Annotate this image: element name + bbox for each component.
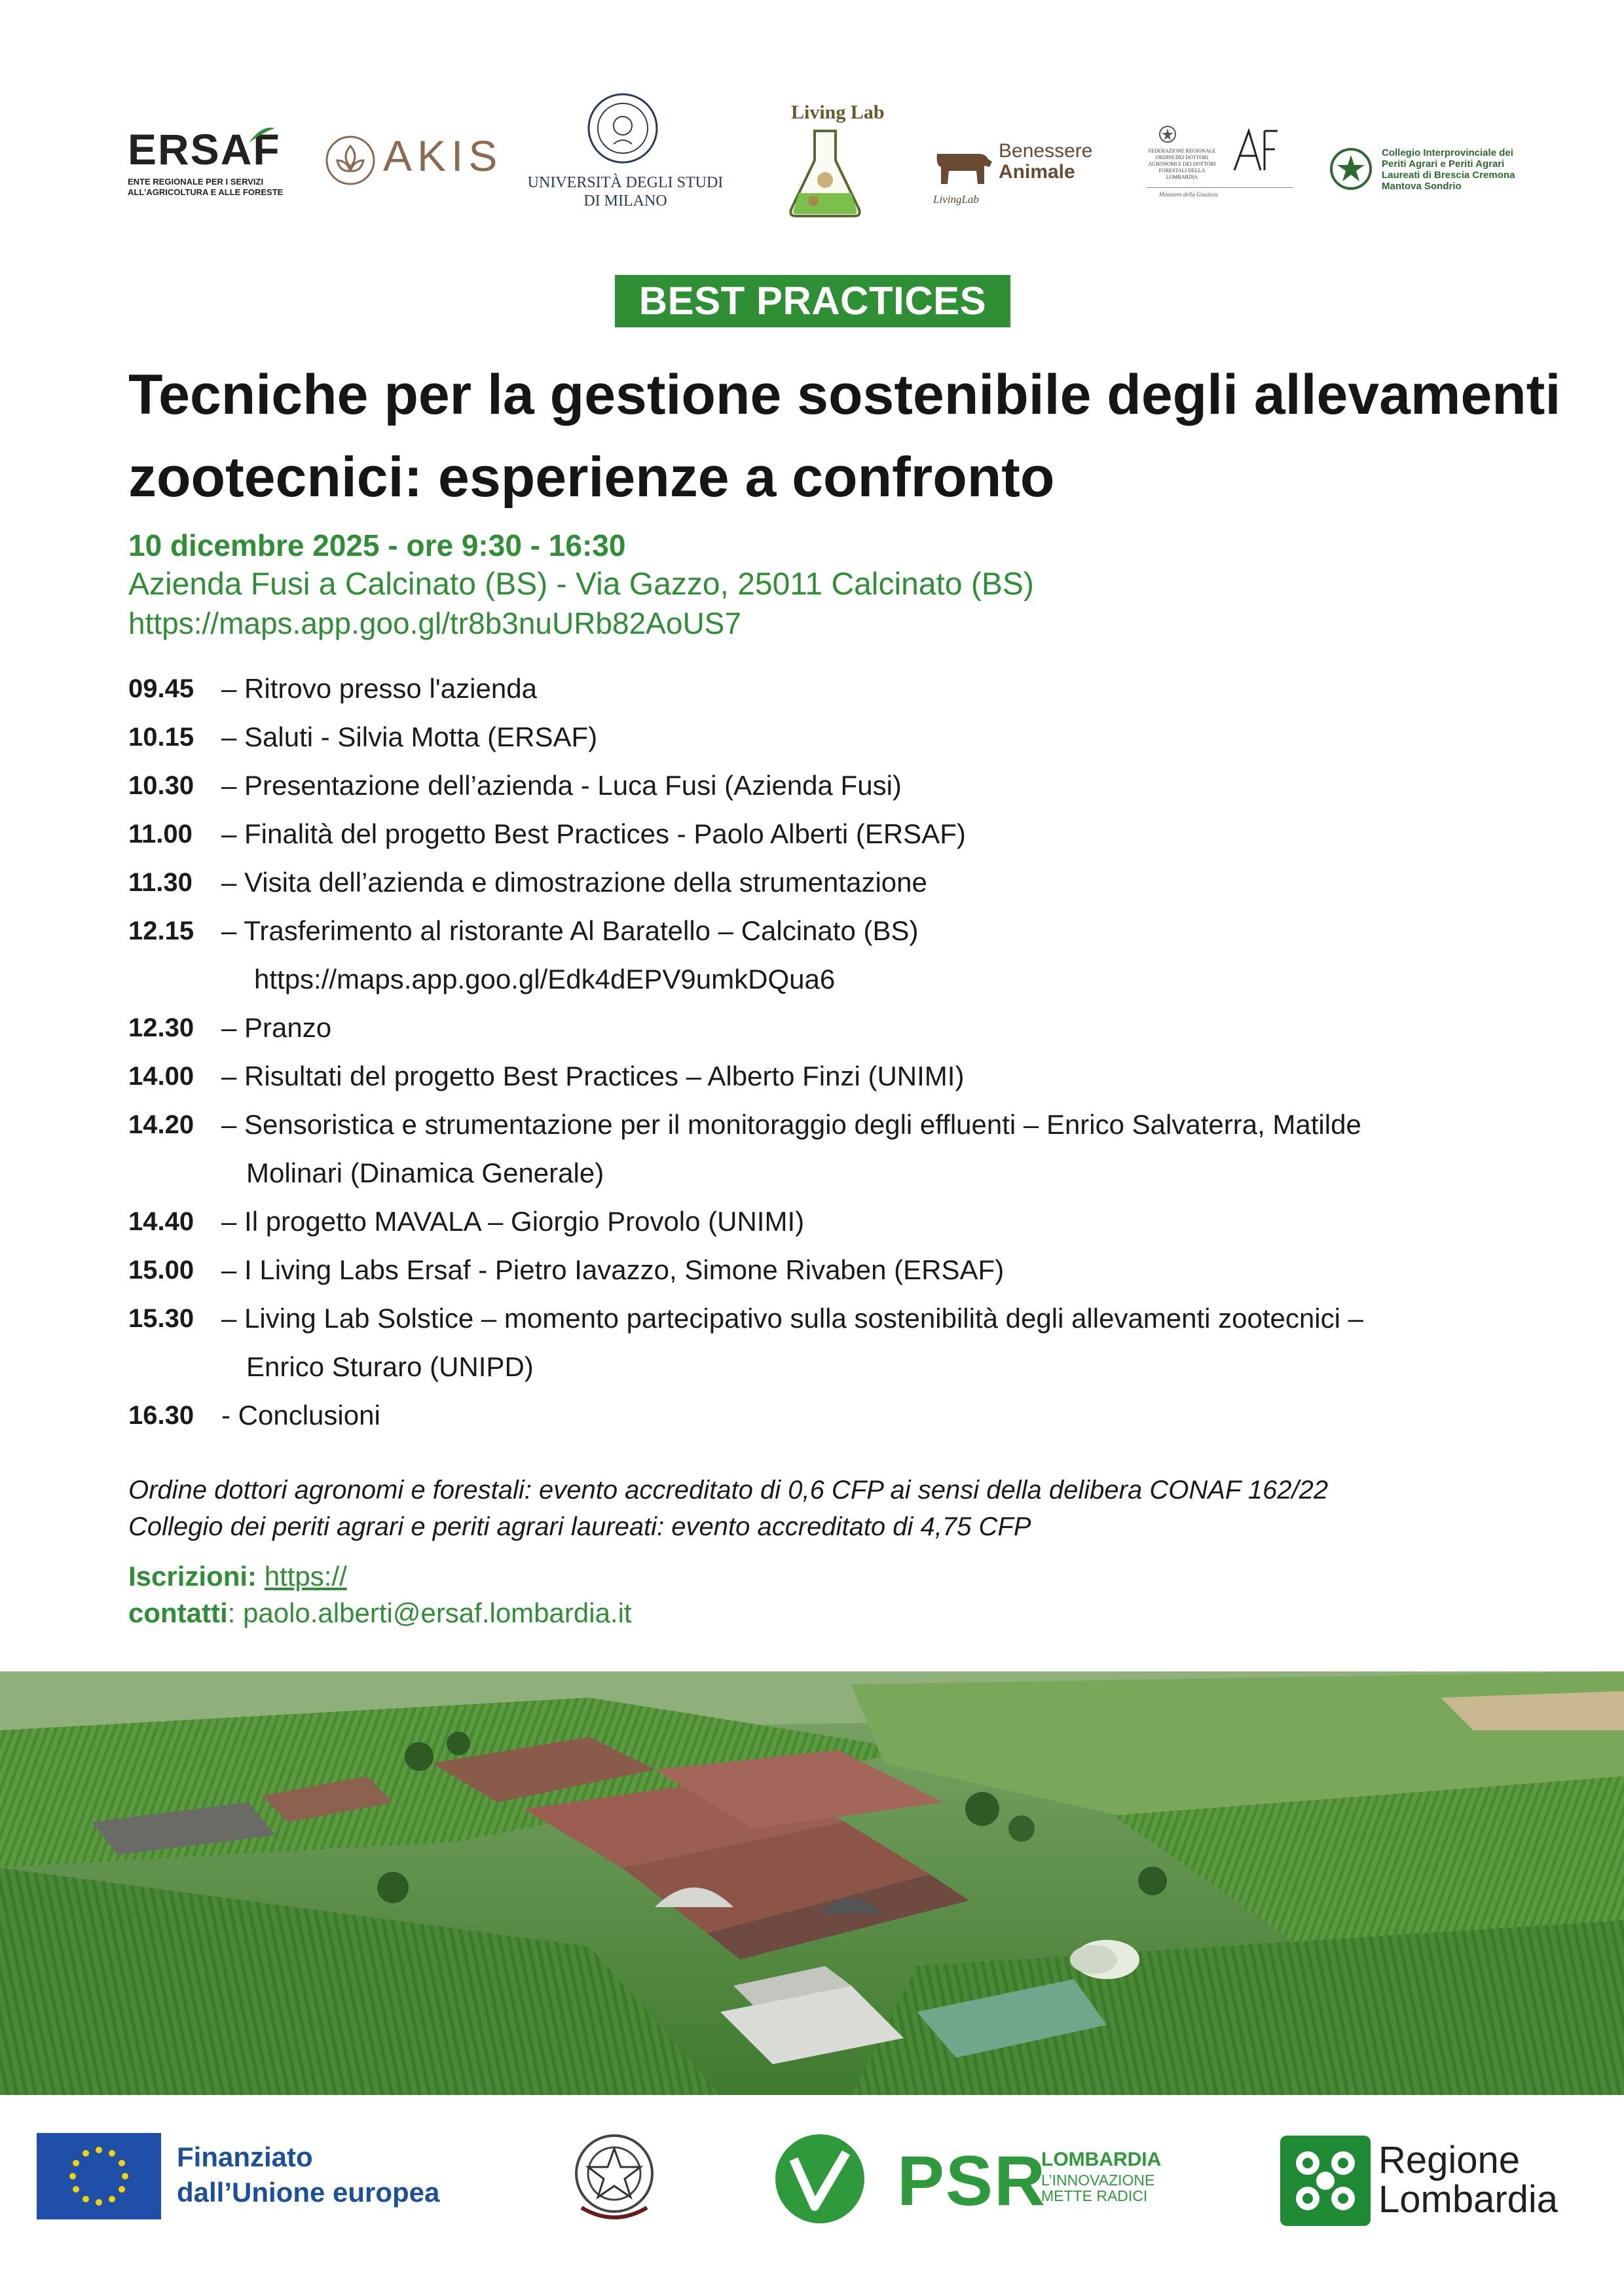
event-date: 10 dicembre 2025 - ore 9:30 - 16:30: [128, 528, 626, 562]
regione-line2: Lombardia: [1378, 2178, 1559, 2221]
program-time: 10.30: [128, 771, 194, 800]
cow-icon: [933, 147, 993, 187]
collegio-name: Collegio Interprovinciale dei Periti Agrari e Periti Agrari Laureati di Brescia Cremona Mantova Sondrio: [1382, 147, 1515, 192]
program-row: [128, 1391, 1504, 1440]
program-row-continuation: [128, 1149, 1504, 1197]
ersaf-logo: [128, 124, 298, 203]
fodaf-divider: [1146, 187, 1293, 188]
program-text: – Trasferimento al ristorante Al Baratello – Calcinato (BS): [221, 915, 919, 946]
program-text: – Risultati del progetto Best Practices – Alberto Finzi (UNIMI): [221, 1061, 965, 1091]
flask-icon: [786, 128, 864, 219]
program-row: [128, 810, 1504, 858]
regione-line1: Regione: [1378, 2139, 1521, 2181]
collegio-logo: [1329, 147, 1526, 200]
program-row: [128, 1246, 1504, 1294]
contacts-email[interactable]: : paolo.alberti@ersaf.lombardia.it: [227, 1597, 632, 1628]
registration-link[interactable]: https://: [264, 1561, 347, 1592]
program-row: [128, 858, 1504, 907]
program-time: 12.15: [128, 917, 194, 945]
ersaf-name: ERSAF: [128, 125, 281, 173]
contacts-label: contatti: [128, 1597, 228, 1628]
program-row: [128, 1004, 1504, 1052]
registration-label: Iscrizioni:: [128, 1561, 257, 1592]
farm-aerial-illustration: [0, 1671, 1624, 2095]
psr-tagline-line2: METTE RADICI: [1041, 2187, 1148, 2204]
fodaf-logo: [1146, 124, 1297, 210]
program-text-continued: Molinari (Dinamica Generale): [246, 1157, 604, 1188]
program-text: – Visita dell’azienda e dimostrazione della strumentazione: [221, 867, 927, 898]
program-time: 11.30: [128, 868, 193, 897]
eu-flag-icon: [37, 2133, 161, 2219]
program-row: [128, 713, 1504, 761]
program-row-continuation: [128, 955, 1504, 1004]
fodaf-name: FEDERAZIONE REGIONALE ORDINI DEI DOTTORI AGRONOMI E DEI DOTTORI FORESTALI DELLA LOMBARDIA: [1148, 148, 1216, 180]
eu-line1: Finanziato: [177, 2141, 313, 2172]
program-time: 14.20: [128, 1110, 194, 1139]
eu-funding-text: [177, 2140, 439, 2210]
restaurant-map-link[interactable]: https://maps.app.goo.gl/Edk4dEPV9umkDQua6: [254, 964, 836, 994]
benessere-animale-logo: [933, 141, 1110, 213]
program-row-continuation: [128, 1343, 1504, 1391]
program-time: 14.00: [128, 1062, 194, 1091]
program-time: 10.15: [128, 723, 194, 752]
accreditation-notes: [128, 1472, 1569, 1545]
akis-logo: [324, 131, 507, 190]
psr-title: PSR: [897, 2141, 1047, 2220]
benessere-sub: LivingLab: [933, 193, 979, 206]
program-text: – Ritrovo presso l'azienda: [221, 673, 537, 704]
program-text: – Pranzo: [221, 1012, 332, 1043]
program-text: - Conclusioni: [221, 1400, 380, 1430]
italian-republic-emblem-icon: [568, 2129, 660, 2227]
contacts: [128, 1595, 632, 1631]
af-monogram-icon: [1228, 124, 1280, 177]
program-row: [128, 907, 1504, 955]
akis-name: AKIS: [383, 132, 503, 180]
program-time: 15.30: [128, 1304, 194, 1333]
italian-emblem-small-icon: [1158, 124, 1177, 144]
fodaf-ministero: Ministero della Giustizia: [1159, 191, 1218, 198]
benessere-name: [999, 141, 1092, 183]
registration: [128, 1558, 347, 1595]
program-list: [128, 665, 1504, 1440]
akis-leaf-icon: [324, 134, 377, 187]
living-lab-logo: [779, 101, 885, 226]
farm-aerial-photo: [0, 1671, 1624, 2095]
program-text: – Il progetto MAVALA – Giorgio Provolo (UNIMI): [221, 1206, 805, 1237]
note-line: Ordine dottori agronomi e forestali: evento accreditato di 0,6 CFP ai sensi della delibera CONAF 162/22: [128, 1476, 1329, 1504]
program-time: 15.00: [128, 1256, 194, 1285]
program-text: – Saluti - Silvia Motta (ERSAF): [221, 721, 598, 752]
program-time: 16.30: [128, 1401, 194, 1430]
program-row: [128, 665, 1504, 713]
psr-region: LOMBARDIA: [1041, 2149, 1162, 2170]
unimi-name: UNIVERSITÀ DEGLI STUDI DI MILANO: [527, 174, 724, 210]
program-text: – Finalità del progetto Best Practices - Paolo Alberti (ERSAF): [221, 818, 966, 849]
program-row: [128, 1197, 1504, 1246]
program-row: [128, 761, 1504, 810]
program-row: [128, 1101, 1504, 1149]
program-text-continued: Enrico Sturaro (UNIPD): [246, 1351, 534, 1382]
program-text: – Sensoristica e strumentazione per il monitoraggio degli effluenti – Enrico Salvaterra, Matilde: [221, 1109, 1361, 1140]
psr-tagline-line1: L’INNOVAZIONE: [1041, 2172, 1155, 2189]
regione-lombardia-text: [1378, 2141, 1558, 2219]
psr-tagline: [1041, 2172, 1154, 2204]
program-text: – I Living Labs Ersaf - Pietro Iavazzo, Simone Rivaben (ERSAF): [221, 1254, 1005, 1285]
unimi-seal-icon: [586, 92, 659, 165]
regione-lombardia-icon: [1280, 2136, 1371, 2226]
program-time: 12.30: [128, 1013, 194, 1042]
program-time: 14.40: [128, 1207, 194, 1236]
living-lab-name: Living Lab: [791, 101, 885, 123]
eu-line2: dall’Unione europea: [177, 2177, 440, 2208]
psr-check-icon: [774, 2133, 866, 2225]
event-map-link[interactable]: https://maps.app.goo.gl/tr8b3nuURb82AoUS7: [128, 606, 741, 640]
program-time: 09.45: [128, 674, 194, 703]
best-practices-badge: BEST PRACTICES: [615, 275, 1010, 327]
logos-row: [0, 85, 1624, 236]
unimi-logo: [524, 92, 733, 236]
program-time: 11.00: [128, 820, 193, 848]
program-text: – Living Lab Solstice – momento partecipativo sulla sostenibilità degli allevamenti zootecnici –: [221, 1303, 1363, 1334]
program-row: [128, 1052, 1504, 1101]
ersaf-leaf-icon: [246, 124, 278, 144]
benessere-line2: Animale: [999, 161, 1075, 183]
ersaf-subtitle: ENTE REGIONALE PER I SERVIZI ALL'AGRICOLTURA E ALLE FORESTE: [128, 177, 284, 197]
note-line: Collegio dei periti agrari e periti agrari laureati: evento accreditato di 4,75 CFP: [128, 1512, 1031, 1541]
benessere-line1: Benessere: [999, 140, 1093, 162]
program-row: [128, 1294, 1504, 1343]
event-location: Azienda Fusi a Calcinato (BS) - Via Gazzo, 25011 Calcinato (BS): [128, 567, 1034, 602]
italian-emblem-icon: [1329, 147, 1373, 191]
program-text: – Presentazione dell’azienda - Luca Fusi (Azienda Fusi): [221, 770, 902, 801]
page-title: Tecniche per la gestione sostenibile degli allevamenti zootecnici: esperienze a confronto: [128, 363, 1561, 509]
